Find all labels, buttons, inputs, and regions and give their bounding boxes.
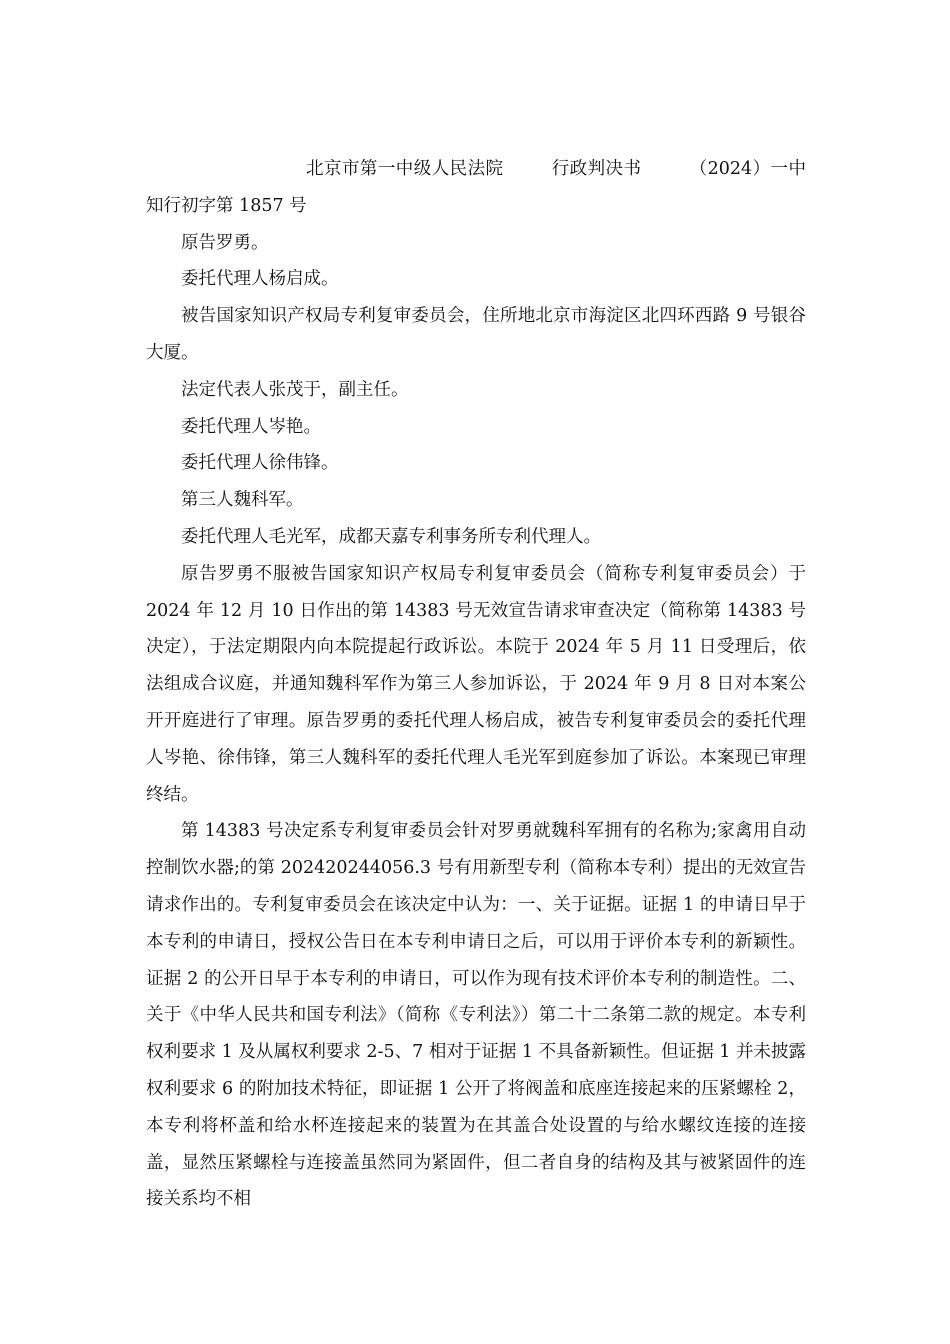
document-type: 行政判决书 — [551, 159, 642, 179]
case-number-part1: （2024）一中 — [689, 159, 806, 179]
paragraph-plaintiff-agent: 委托代理人杨启成。 — [181, 269, 339, 290]
paragraph-defendant-agent-2: 委托代理人徐伟锋。 — [181, 453, 339, 474]
document-body — [146, 151, 806, 1218]
document-heading — [146, 151, 806, 225]
paragraph-defendant-agent-1: 委托代理人岑艳。 — [181, 416, 321, 437]
paragraph-legal-representative: 法定代表人张茂于，副主任。 — [181, 379, 409, 400]
court-name: 北京市第一中级人民法院 — [306, 159, 504, 179]
paragraph-decision-summary: 第 14383 号决定系专利复审委员会针对罗勇就魏科军拥有的名称为;家禽用自动控制饮水器;的第 202420244056.3 号有用新型专利（简称本专利）提出的无效宣告请求作出的。专利复审委员会在该决定中认为：一、关于证据。证据 1 的申请日早于本专利的申请日，授权公告日在本专利申请日之后，可以用于评价本专利的新颖性。证据 2 的公开日早于本专利的申请日，可以作为现有技术评价本专利的制造性。二、关于《中华人民共和国专利法》（简称《专利法》）第二十二条第二款的规定。本专利权利要求 1 及从属权利要求 2-5、7 相对于证据 1 不具备新颖性。但证据 1 并未披露权利要求 6 的附加技术特征，即证据 1 公开了将阀盖和底座连接起来的压紧螺栓 2，本专利将杯盖和给水杯连接起来的装置为在其盖合处设置的与给水螺纹连接的连接盖，显然压紧螺栓与连接盖虽然同为紧固件，但二者自身的结构及其与被紧固件的连接关系均不相 — [146, 821, 806, 1210]
paragraph-third-party-agent: 委托代理人毛光军，成都天嘉专利事务所专利代理人。 — [181, 526, 601, 547]
paragraph-defendant: 被告国家知识产权局专利复审委员会，住所地北京市海淀区北四环西路 9 号银谷大厦。 — [146, 306, 806, 363]
paragraph-plaintiff: 原告罗勇。 — [181, 232, 269, 253]
paragraph-case-background: 原告罗勇不服被告国家知识产权局专利复审委员会（简称专利复审委员会）于 2024 年 12 月 10 日作出的第 14383 号无效宣告请求审查决定（简称第 14383 号决定），于法定期限内向本院提起行政诉讼。本院于 2024 年 5 月 11 日受理后，依法组成合议庭，并通知魏科军作为第三人参加诉讼，于 2024 年 9 月 8 日对本案公开开庭进行了审理。原告罗勇的委托代理人杨启成，被告专利复审委员会的委托代理人岑艳、徐伟锋，第三人魏科军的委托代理人毛光军到庭参加了诉讼。本案现已审理终结。 — [146, 563, 806, 805]
case-number-part2: 知行初字第 1857 号 — [146, 195, 307, 216]
paragraph-third-party: 第三人魏科军。 — [181, 490, 304, 511]
